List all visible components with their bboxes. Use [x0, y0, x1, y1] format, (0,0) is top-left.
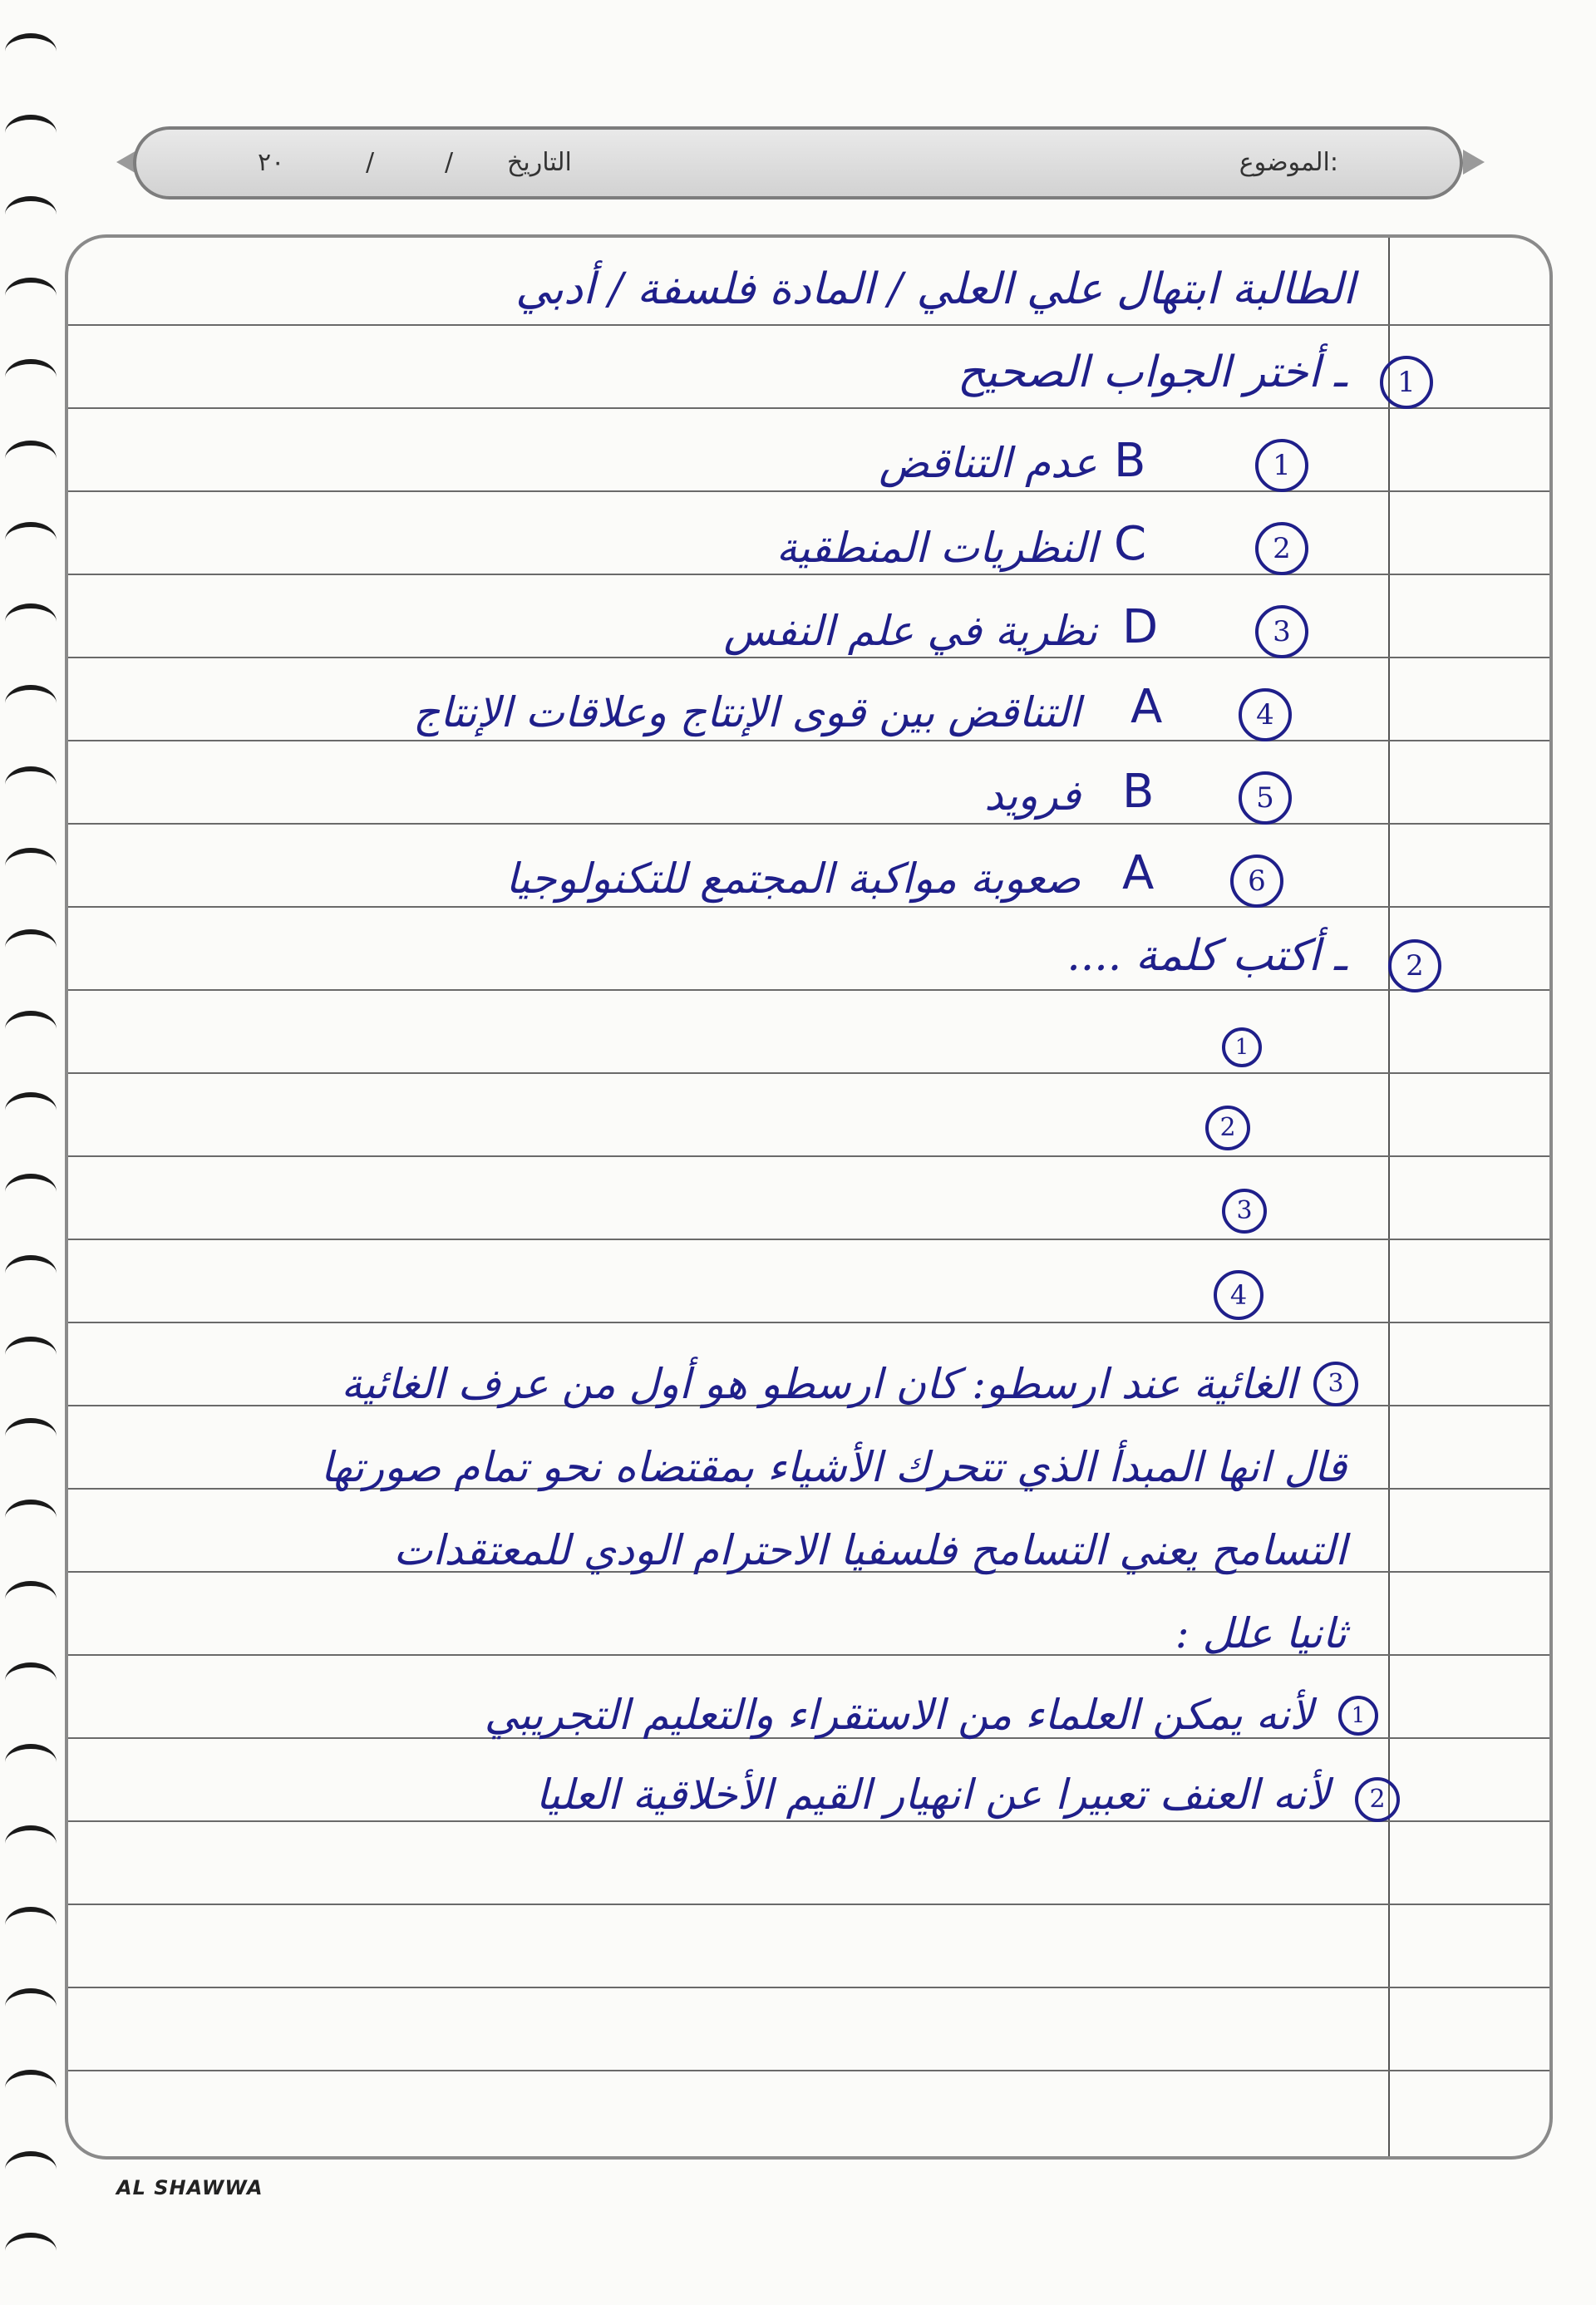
spiral-ring: [5, 1500, 57, 1518]
ruled-line: [68, 490, 1549, 492]
spiral-ring: [5, 33, 57, 52]
ruled-line: [68, 1987, 1549, 1988]
spiral-ring: [5, 522, 57, 540]
header-right-arrow-icon: [1463, 150, 1485, 175]
spiral-ring: [5, 929, 57, 948]
spiral-ring: [5, 1825, 57, 1844]
answer-number: 2: [1255, 522, 1308, 575]
spiral-ring: [5, 1418, 57, 1436]
ruled-line: [68, 1904, 1549, 1905]
ruled-line: [68, 2070, 1549, 2071]
item-number: 4: [1214, 1270, 1264, 1320]
spiral-ring: [5, 603, 57, 622]
reason-text: لأنه يمكن العلماء من الاستقراء والتعليم التجريبي: [484, 1691, 1313, 1739]
question-title: ـ أختر الجواب الصحيح: [957, 347, 1347, 397]
answer-letter: B: [1122, 765, 1155, 819]
spiral-ring: [5, 115, 57, 133]
answer-text: صعوبة مواكبة المجتمع للتكنولوجيا: [505, 855, 1081, 903]
spiral-ring: [5, 1011, 57, 1029]
item-number: 3: [1222, 1189, 1267, 1234]
answer-letter: C: [1114, 517, 1147, 571]
spiral-ring: [5, 1581, 57, 1599]
spiral-ring: [5, 1174, 57, 1192]
ruled-line: [68, 1155, 1549, 1157]
spiral-ring: [5, 1255, 57, 1273]
ruled-line: [68, 407, 1549, 409]
reason-number: 2: [1355, 1777, 1400, 1822]
item-number: 2: [1205, 1106, 1250, 1150]
spiral-ring: [5, 196, 57, 214]
ruled-line: [68, 989, 1549, 991]
reason-number: 1: [1338, 1696, 1378, 1736]
ruled-line: [68, 823, 1549, 825]
question-number: 1: [1380, 356, 1433, 409]
spiral-ring: [5, 441, 57, 459]
year-prefix: ٢٠: [258, 148, 285, 177]
question-number: 2: [1388, 939, 1441, 992]
item-number: 1: [1222, 1027, 1262, 1067]
brand-label: AL SHAWWA: [116, 2176, 264, 2199]
spiral-ring: [5, 766, 57, 785]
spiral-ring: [5, 1662, 57, 1681]
ruled-line: [68, 657, 1549, 658]
spiral-ring: [5, 1988, 57, 2007]
ruled-line: [68, 906, 1549, 908]
spiral-ring: [5, 1907, 57, 1925]
ruled-line: [68, 740, 1549, 741]
ruled-line: [68, 324, 1549, 326]
ruled-line: [68, 1322, 1549, 1323]
spiral-ring: [5, 278, 57, 296]
spiral-ring: [5, 1092, 57, 1111]
spiral-ring: [5, 359, 57, 377]
margin-line: [1388, 238, 1390, 2156]
ruled-line: [68, 574, 1549, 575]
answer-letter: D: [1122, 600, 1159, 654]
date-separator: /: [366, 148, 375, 177]
answer-letter: A: [1130, 680, 1163, 734]
reason-text: لأنه العنف تعبيرا عن انهيار القيم الأخلاقية العليا: [535, 1771, 1330, 1819]
answer-text: التناقض بين قوى الإنتاج وعلاقات الإنتاج: [413, 688, 1081, 736]
question-number: 3: [1313, 1362, 1358, 1406]
spiral-ring: [5, 1337, 57, 1355]
ruled-line: [68, 1820, 1549, 1822]
paragraph-line: ثانيا علل :: [1175, 1609, 1347, 1657]
spiral-binding: [0, 33, 66, 2278]
spiral-ring: [5, 2151, 57, 2170]
date-separator: /: [445, 148, 454, 177]
paragraph-line: الغائية عند ارسطو: كان ارسطو هو أول من عرف الغائية: [341, 1360, 1297, 1408]
question-title: ـ أكتب كلمة ....: [1066, 931, 1347, 981]
answer-number: 3: [1255, 605, 1308, 658]
paragraph-line: التسامح يعني التسامح فلسفيا الاحترام الودي للمعتقدات: [393, 1526, 1347, 1574]
ruled-line: [68, 1072, 1549, 1074]
spiral-ring: [5, 2070, 57, 2088]
spiral-ring: [5, 685, 57, 703]
ruled-line: [68, 1239, 1549, 1240]
paragraph-line: قال انها المبدأ الذي تتحرك الأشياء بمقتضاه نحو تمام صورتها: [320, 1443, 1347, 1491]
answer-letter: B: [1114, 434, 1146, 488]
answer-number: 4: [1239, 688, 1292, 741]
date-label: التاريخ: [507, 148, 572, 177]
answer-number: 1: [1255, 439, 1308, 492]
answer-text: النظريات المنطقية: [776, 524, 1097, 572]
spiral-ring: [5, 1744, 57, 1762]
answer-number: 6: [1230, 855, 1283, 908]
answer-text: فرويد: [984, 771, 1081, 820]
spiral-ring: [5, 2233, 57, 2251]
subject-label: الموضوع:: [1239, 148, 1338, 177]
answer-text: عدم التناقض: [879, 439, 1097, 487]
student-info-line: الطالبة ابتهال علي العلي / المادة فلسفة / أدبي: [515, 264, 1355, 314]
answer-text: نظرية في علم النفس: [723, 607, 1097, 655]
answer-number: 5: [1239, 771, 1292, 825]
answer-letter: A: [1122, 846, 1155, 900]
spiral-ring: [5, 848, 57, 866]
